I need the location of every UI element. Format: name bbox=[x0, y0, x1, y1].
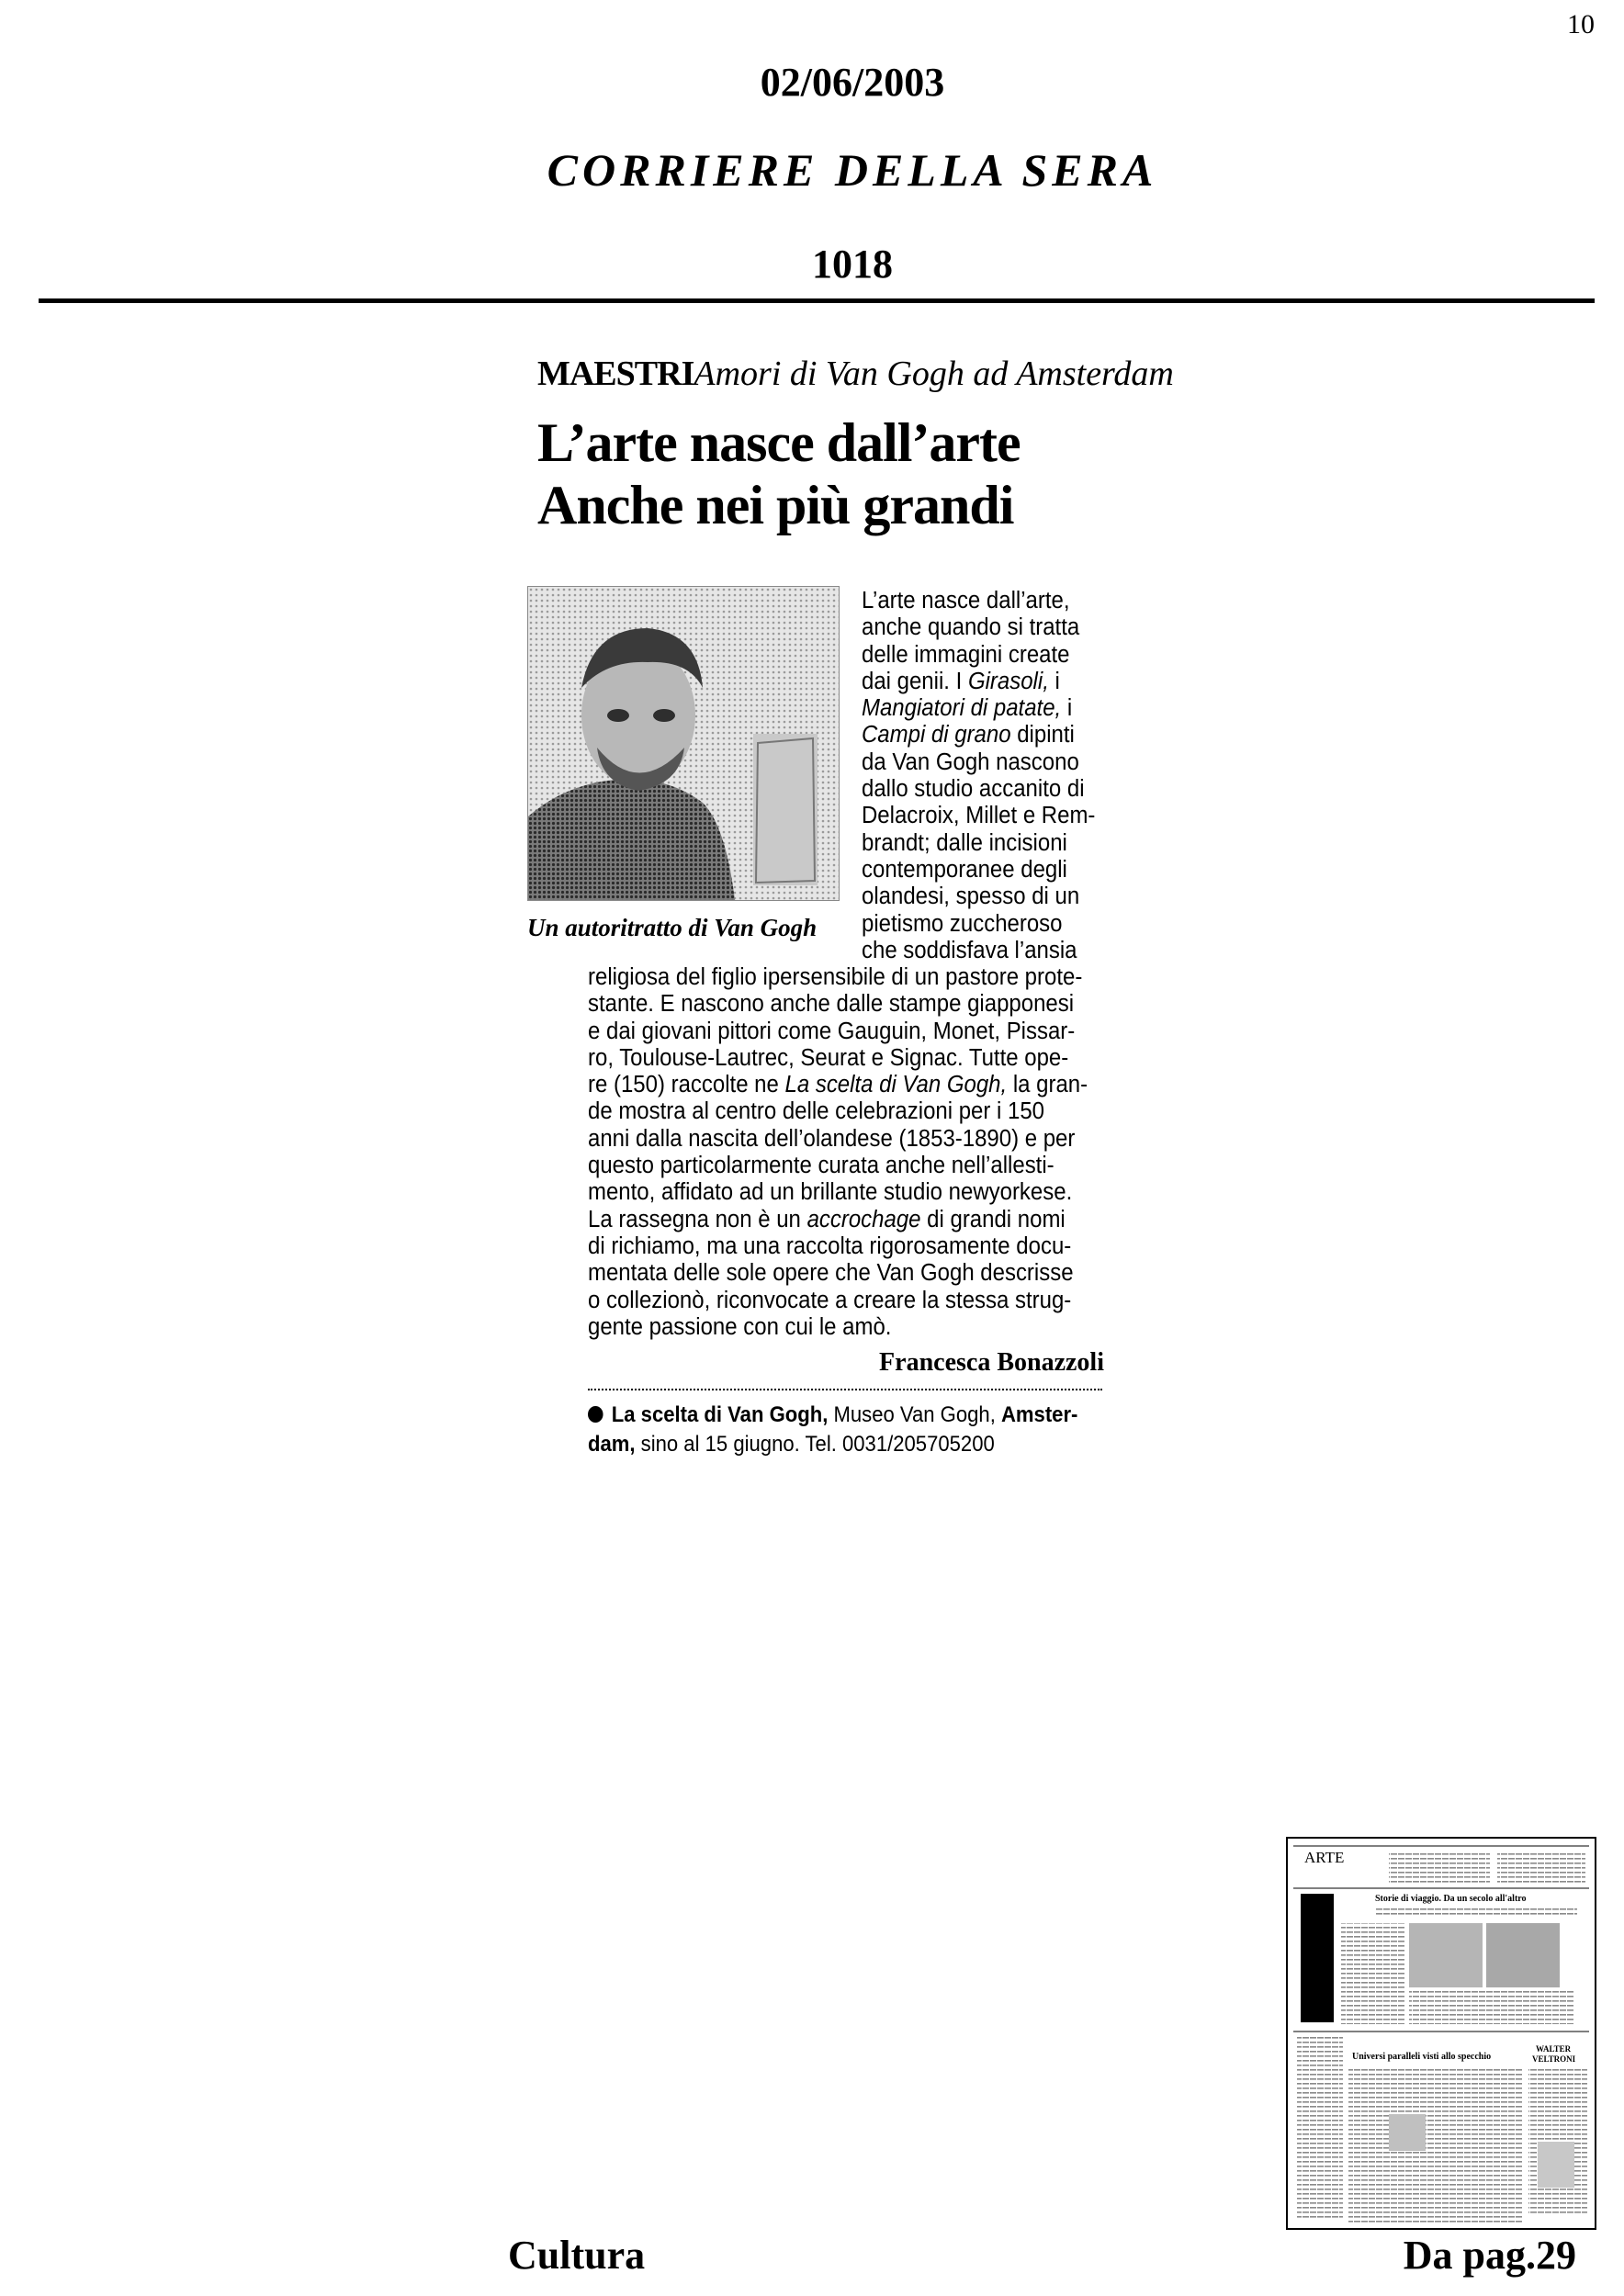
clip-date: 02/06/2003 bbox=[760, 60, 945, 105]
thumb-name-2: VELTRONI bbox=[1532, 2054, 1576, 2064]
body-line: pietismo zuccheroso bbox=[862, 910, 1063, 937]
body-line: delle immagini create bbox=[862, 641, 1070, 668]
body-line: e dai giovani pittori come Gauguin, Monet, Pissar- bbox=[588, 1018, 1076, 1044]
exhibition-city-end: dam, bbox=[588, 1432, 636, 1457]
author-byline: Francesca Bonazzoli bbox=[879, 1348, 1104, 1377]
body-line: gente passione con cui le amò. bbox=[588, 1313, 892, 1340]
exhibition-city: Amster- bbox=[1000, 1402, 1078, 1427]
body-line: che soddisfava l’ansia bbox=[862, 937, 1077, 963]
body-line: mentata delle sole opere che Van Gogh descrisse bbox=[588, 1260, 1074, 1287]
body-line: re (150) raccolte ne La scelta di Van Gogh, la gran- bbox=[588, 1072, 1088, 1098]
thumb-headline-2: Universi paralleli visti allo specchio bbox=[1352, 2052, 1492, 2062]
exhibition-venue: Museo Van Gogh, bbox=[828, 1402, 1001, 1427]
kicker-section: MAESTRI bbox=[537, 355, 694, 393]
body-line: di richiamo, ma una raccolta rigorosamente docu- bbox=[588, 1232, 1072, 1259]
headline-line-2: Anche nei più grandi bbox=[537, 475, 1014, 535]
body-line: ro, Toulouse-Lautrec, Seurat e Signac. Tutte ope- bbox=[588, 1044, 1069, 1071]
newspaper-masthead: CORRIERE DELLA SERA bbox=[547, 144, 1158, 196]
body-line: anni dalla nascita dell’olandese (1853-1890) e per bbox=[588, 1125, 1076, 1152]
header-divider bbox=[39, 298, 1595, 303]
body-line: questo particolarmente curata anche nell’allesti- bbox=[588, 1153, 1054, 1179]
body-line: de mostra al centro delle celebrazioni per i 150 bbox=[588, 1098, 1044, 1125]
body-line: brandt; dalle incisioni bbox=[862, 829, 1067, 856]
article-body-column bbox=[862, 588, 1095, 964]
body-line: da Van Gogh nascono bbox=[862, 748, 1079, 775]
clip-code: 1018 bbox=[812, 242, 893, 287]
article-kicker bbox=[537, 354, 1174, 394]
article-photo bbox=[527, 586, 840, 901]
body-line: anche quando si tratta bbox=[862, 614, 1080, 641]
exhibition-title: La scelta di Van Gogh, bbox=[611, 1402, 829, 1427]
headline-line-1: L’arte nasce dall’arte bbox=[537, 412, 1021, 473]
body-line: Delacroix, Millet e Rem- bbox=[862, 803, 1096, 829]
body-line: dai genii. I Girasoli, i bbox=[862, 668, 1060, 694]
thumb-headline-1: Storie di viaggio. Da un secolo all'altro bbox=[1375, 1894, 1527, 1904]
body-line: L’arte nasce dall’arte, bbox=[862, 588, 1070, 613]
kicker-topic: Amori di Van Gogh ad Amsterdam bbox=[694, 355, 1174, 393]
body-line: religiosa del figlio ipersensibile di un pastore prote- bbox=[588, 964, 1083, 990]
thumb-section-label: ARTE bbox=[1304, 1849, 1345, 1866]
article-body-full-width bbox=[588, 964, 1088, 1341]
thumb-name-1: WALTER bbox=[1536, 2044, 1572, 2054]
bullet-icon bbox=[588, 1406, 603, 1423]
body-line: Campi di grano dipinti bbox=[862, 722, 1075, 748]
body-line: o collezionò, riconvocate a creare la stessa strug- bbox=[588, 1287, 1072, 1313]
body-line: mento, affidato ad un brillante studio newyorkese. bbox=[588, 1179, 1073, 1206]
body-line: stante. E nascono anche dalle stampe giapponesi bbox=[588, 991, 1075, 1018]
photo-caption: Un autoritratto di Van Gogh bbox=[527, 914, 818, 941]
footer-section-label: Cultura bbox=[508, 2233, 646, 2278]
body-line: olandesi, spesso di un bbox=[862, 884, 1080, 910]
exhibition-details: sino al 15 giugno. Tel. 0031/205705200 bbox=[635, 1432, 995, 1457]
body-line: dallo studio accanito di bbox=[862, 776, 1085, 803]
page-thumbnail bbox=[1286, 1837, 1596, 2230]
self-portrait-image bbox=[528, 587, 839, 900]
page-number: 10 bbox=[1567, 9, 1595, 39]
body-line: Mangiatori di patate, i bbox=[862, 695, 1073, 722]
exhibition-info bbox=[588, 1401, 1077, 1459]
newspaper-page-thumbnail-image bbox=[1288, 1839, 1595, 2228]
article-headline bbox=[537, 411, 1021, 536]
body-line: La rassegna non è un accrochage di grandi nomi bbox=[588, 1206, 1066, 1232]
info-divider bbox=[588, 1389, 1102, 1390]
body-line: contemporanee degli bbox=[862, 856, 1067, 883]
footer-page-reference: Da pag.29 bbox=[1403, 2233, 1576, 2278]
